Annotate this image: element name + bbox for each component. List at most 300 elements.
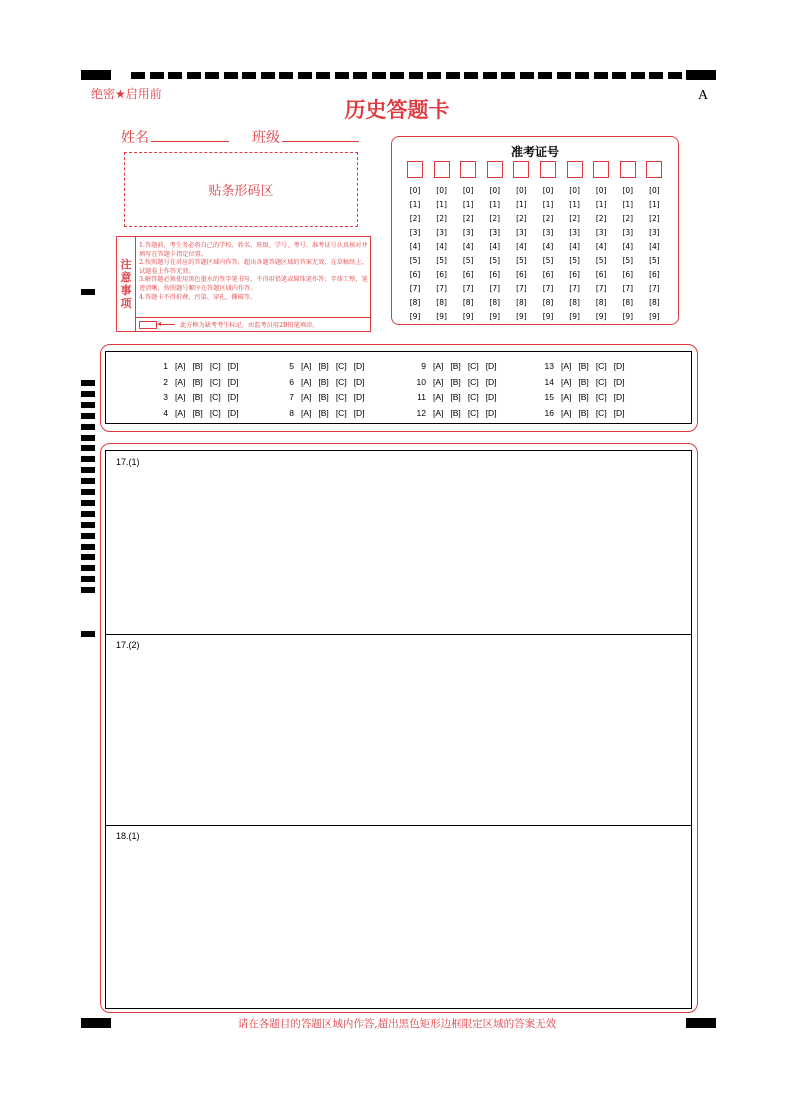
- mc-option-bubble[interactable]: [B]: [192, 407, 203, 418]
- mc-option-bubble[interactable]: [B]: [318, 376, 329, 387]
- exam-id-bubble[interactable]: [1]: [436, 200, 447, 209]
- mc-question-number: 8: [289, 407, 294, 418]
- exam-id-bubble[interactable]: [4]: [462, 242, 474, 251]
- exam-id-bubble[interactable]: [8]: [542, 298, 554, 307]
- mc-option-bubble[interactable]: [A]: [301, 361, 312, 371]
- mc-option-bubble[interactable]: [D]: [613, 376, 625, 387]
- exam-id-bubble[interactable]: [4]: [649, 242, 660, 251]
- mc-option-bubble[interactable]: [A]: [561, 361, 572, 371]
- mc-option-bubble[interactable]: [C]: [467, 392, 479, 402]
- exam-id-digit-box[interactable]: [407, 161, 423, 178]
- mc-question-number: 11: [417, 392, 426, 402]
- class-label: 班级: [252, 130, 280, 146]
- mc-option-bubble[interactable]: [A]: [175, 392, 186, 402]
- exam-id-bubble[interactable]: [2]: [436, 214, 447, 223]
- mc-option-bubble[interactable]: [B]: [578, 407, 589, 418]
- mc-option-bubble[interactable]: [D]: [485, 392, 497, 402]
- exam-id-bubble[interactable]: [7]: [436, 284, 447, 293]
- timing-mark: [631, 72, 645, 79]
- exam-id-bubble[interactable]: [3]: [569, 228, 580, 237]
- mc-option-bubble[interactable]: [D]: [485, 361, 497, 371]
- mc-question: [286, 392, 365, 402]
- notice-heading-char: 项: [120, 297, 132, 310]
- exam-id-bubble[interactable]: [2]: [649, 214, 660, 223]
- exam-id-bubble[interactable]: [0]: [569, 186, 580, 195]
- version-label: A: [698, 88, 709, 103]
- mc-option-bubble[interactable]: [B]: [192, 376, 203, 387]
- exam-id-bubble[interactable]: [0]: [542, 186, 554, 195]
- mc-question-number: 1: [163, 361, 168, 371]
- timing-mark: [81, 533, 95, 539]
- exam-id-bubble[interactable]: [3]: [462, 228, 474, 237]
- mc-option-bubble[interactable]: [D]: [485, 407, 497, 418]
- exam-id-digit-box[interactable]: [646, 161, 662, 178]
- notice-heading-char: 注: [120, 258, 132, 271]
- exam-id-bubble[interactable]: [3]: [489, 228, 501, 237]
- mc-option-bubble[interactable]: [C]: [209, 361, 221, 371]
- mc-option-bubble[interactable]: [B]: [192, 392, 203, 402]
- answer-area[interactable]: [105, 450, 692, 1009]
- timing-mark: [81, 391, 95, 397]
- exam-id-bubble[interactable]: [3]: [595, 228, 607, 237]
- exam-id-bubble[interactable]: [9]: [516, 312, 527, 321]
- timing-mark: [501, 72, 515, 79]
- exam-id-bubble[interactable]: [2]: [489, 214, 501, 223]
- exam-id-digit-column: [404, 184, 426, 324]
- absent-mark-row: [135, 317, 370, 332]
- mc-question: [286, 408, 365, 418]
- mc-question-number: 12: [416, 407, 426, 418]
- timing-mark: [668, 72, 682, 79]
- mc-option-bubble[interactable]: [A]: [175, 361, 186, 371]
- timing-mark: [242, 72, 256, 79]
- timing-mark: [131, 72, 145, 79]
- mc-option-bubble[interactable]: [B]: [578, 361, 589, 371]
- exam-id-bubble[interactable]: [8]: [569, 298, 580, 307]
- exam-id-bubble[interactable]: [5]: [409, 256, 421, 265]
- barcode-area-label: 贴条形码区: [208, 184, 274, 199]
- exam-id-bubble[interactable]: [8]: [462, 298, 474, 307]
- exam-id-bubble[interactable]: [9]: [462, 312, 474, 321]
- timing-mark: [81, 435, 95, 441]
- mc-question: [540, 377, 625, 387]
- timing-mark: [81, 489, 95, 495]
- mc-option-bubble[interactable]: [D]: [353, 361, 365, 371]
- exam-id-bubble[interactable]: [1]: [542, 200, 554, 209]
- mc-question-number: 3: [163, 392, 168, 402]
- exam-id-bubble[interactable]: [6]: [542, 270, 554, 279]
- exam-id-bubble[interactable]: [5]: [489, 256, 501, 265]
- mc-option-bubble[interactable]: [C]: [595, 407, 607, 418]
- timing-mark: [446, 72, 460, 79]
- exam-id-bubble[interactable]: [5]: [595, 256, 607, 265]
- exam-id-bubble[interactable]: [0]: [489, 186, 501, 195]
- exam-id-bubble[interactable]: [2]: [409, 214, 421, 223]
- mc-question-number: 13: [544, 361, 554, 371]
- exam-id-bubble[interactable]: [9]: [489, 312, 501, 321]
- mc-question: [160, 408, 239, 418]
- notice-item: 2.按照题号在对应的答题区域内作答，超出各题答题区域的答案无效，在草稿纸上、试题卷上作答无效。: [139, 259, 368, 275]
- mc-option-bubble[interactable]: [A]: [561, 376, 572, 387]
- exam-id-bubble[interactable]: [5]: [462, 256, 474, 265]
- timing-mark: [372, 72, 386, 79]
- mc-option-bubble[interactable]: [C]: [467, 407, 479, 418]
- exam-id-bubble[interactable]: [0]: [516, 186, 527, 195]
- exam-id-bubble[interactable]: [3]: [622, 228, 634, 237]
- mc-option-bubble[interactable]: [C]: [595, 376, 607, 387]
- mc-option-bubble[interactable]: [A]: [433, 361, 444, 371]
- timing-mark: [81, 522, 95, 528]
- exam-id-bubble[interactable]: [5]: [516, 256, 527, 265]
- timing-mark: [390, 72, 404, 79]
- timing-mark: [557, 72, 571, 79]
- notice-heading-char: 意: [120, 271, 132, 284]
- exam-id-bubble[interactable]: [2]: [595, 214, 607, 223]
- exam-id-bubble[interactable]: [5]: [436, 256, 447, 265]
- exam-id-digit-column: [643, 184, 665, 324]
- exam-id-bubble[interactable]: [1]: [462, 200, 474, 209]
- name-label: 姓名: [121, 130, 149, 146]
- secret-label: 绝密★启用前: [91, 87, 162, 101]
- exam-id-bubble[interactable]: [6]: [409, 270, 421, 279]
- corner-marker-bottom-left: [81, 1018, 111, 1028]
- exam-id-bubble[interactable]: [8]: [436, 298, 447, 307]
- exam-id-bubble[interactable]: [4]: [516, 242, 527, 251]
- mc-option-bubble[interactable]: [D]: [613, 392, 625, 402]
- mc-option-bubble[interactable]: [C]: [595, 392, 607, 402]
- timing-mark: [649, 72, 663, 79]
- timing-mark: [81, 500, 95, 506]
- mc-option-bubble[interactable]: [B]: [578, 392, 589, 402]
- timing-mark: [187, 72, 201, 79]
- exam-id-bubble[interactable]: [7]: [595, 284, 607, 293]
- mc-question: [540, 392, 625, 402]
- exam-id-digit-box[interactable]: [487, 161, 503, 178]
- exam-id-digit-box[interactable]: [540, 161, 556, 178]
- mc-option-bubble[interactable]: [A]: [561, 392, 572, 402]
- mc-question: [412, 377, 497, 387]
- exam-id-bubble[interactable]: [3]: [436, 228, 447, 237]
- exam-id-bubble[interactable]: [4]: [409, 242, 421, 251]
- timing-mark: [538, 72, 552, 79]
- mc-option-bubble[interactable]: [D]: [353, 376, 365, 387]
- corner-marker-top-left: [81, 70, 111, 80]
- mc-option-bubble[interactable]: [C]: [335, 407, 347, 418]
- mc-option-bubble[interactable]: [A]: [433, 376, 444, 387]
- mc-option-bubble[interactable]: [D]: [485, 376, 497, 387]
- exam-id-bubble[interactable]: [6]: [489, 270, 501, 279]
- exam-id-bubble[interactable]: [7]: [649, 284, 660, 293]
- timing-mark: [316, 72, 330, 79]
- mc-option-bubble[interactable]: [B]: [450, 407, 461, 418]
- mc-option-bubble[interactable]: [A]: [301, 407, 312, 418]
- exam-id-bubble[interactable]: [9]: [622, 312, 634, 321]
- mc-option-bubble[interactable]: [D]: [613, 407, 625, 418]
- exam-id-bubble[interactable]: [8]: [595, 298, 607, 307]
- exam-id-digit-column: [564, 184, 586, 324]
- mc-option-bubble[interactable]: [B]: [318, 407, 329, 418]
- exam-id-bubble[interactable]: [4]: [622, 242, 634, 251]
- exam-id-digit-box[interactable]: [567, 161, 583, 178]
- exam-id-digit-box[interactable]: [620, 161, 636, 178]
- mc-option-bubble[interactable]: [D]: [353, 392, 365, 402]
- mc-question-number: 15: [544, 392, 554, 402]
- notice-heading-char: 事: [120, 284, 132, 297]
- exam-id-bubble[interactable]: [3]: [516, 228, 527, 237]
- mc-option-bubble[interactable]: [B]: [192, 361, 203, 371]
- timing-mark: [81, 467, 95, 473]
- exam-id-bubble[interactable]: [0]: [649, 186, 660, 195]
- mc-option-bubble[interactable]: [B]: [450, 376, 461, 387]
- exam-id-bubble[interactable]: [6]: [569, 270, 580, 279]
- exam-id-bubble[interactable]: [5]: [542, 256, 554, 265]
- exam-id-bubble[interactable]: [7]: [542, 284, 554, 293]
- exam-id-digit-box[interactable]: [593, 161, 609, 178]
- exam-id-bubble[interactable]: [7]: [409, 284, 421, 293]
- exam-id-bubble[interactable]: [1]: [595, 200, 607, 209]
- exam-id-bubble[interactable]: [8]: [516, 298, 527, 307]
- mc-option-bubble[interactable]: [A]: [175, 376, 186, 387]
- mc-option-bubble[interactable]: [C]: [335, 392, 347, 402]
- timing-mark: [81, 565, 95, 571]
- exam-id-bubble[interactable]: [1]: [409, 200, 421, 209]
- exam-id-digit-column: [590, 184, 612, 324]
- timing-mark: [81, 631, 95, 637]
- timing-mark: [150, 72, 164, 79]
- exam-id-digit-box[interactable]: [513, 161, 529, 178]
- mc-question: [412, 361, 497, 371]
- exam-id-bubble[interactable]: [4]: [489, 242, 501, 251]
- exam-id-bubble[interactable]: [5]: [649, 256, 660, 265]
- exam-id-bubble[interactable]: [0]: [436, 186, 447, 195]
- page-title: 历史答题卡: [344, 98, 450, 122]
- notice-box: [116, 236, 371, 332]
- timing-mark: [81, 576, 95, 582]
- mc-question: [412, 408, 497, 418]
- corner-marker-bottom-right: [686, 1018, 716, 1028]
- exam-id-bubble[interactable]: [4]: [569, 242, 580, 251]
- exam-id-bubble[interactable]: [8]: [622, 298, 634, 307]
- exam-id-bubble[interactable]: [2]: [622, 214, 634, 223]
- class-field[interactable]: [282, 141, 359, 142]
- exam-id-bubble[interactable]: [9]: [542, 312, 554, 321]
- mc-option-bubble[interactable]: [B]: [450, 392, 461, 402]
- answer-section-label: 17.(2): [116, 640, 140, 650]
- footer-note: 请在各题目的答题区域内作答,超出黑色矩形边框限定区域的答案无效: [237, 1018, 557, 1030]
- mc-question-number: 10: [416, 376, 426, 387]
- answer-section-label: 17.(1): [116, 457, 140, 467]
- mc-option-bubble[interactable]: [A]: [433, 407, 444, 418]
- exam-id-bubble[interactable]: [8]: [489, 298, 501, 307]
- exam-id-digit-column: [537, 184, 559, 324]
- timing-mark: [353, 72, 367, 79]
- mc-question-number: 5: [289, 361, 294, 371]
- mc-option-bubble[interactable]: [A]: [561, 407, 572, 418]
- exam-id-bubble[interactable]: [1]: [622, 200, 634, 209]
- exam-id-bubble[interactable]: [0]: [409, 186, 421, 195]
- timing-mark: [81, 380, 95, 386]
- timing-mark: [81, 587, 95, 593]
- exam-id-digit-box[interactable]: [434, 161, 450, 178]
- exam-id-bubble[interactable]: [0]: [622, 186, 634, 195]
- mc-option-bubble[interactable]: [B]: [450, 361, 461, 371]
- timing-mark: [261, 72, 275, 79]
- timing-mark: [409, 72, 423, 79]
- exam-id-digit-column: [457, 184, 479, 324]
- mc-question-number: 4: [163, 407, 168, 418]
- mc-question: [160, 377, 239, 387]
- mc-option-bubble[interactable]: [A]: [301, 392, 312, 402]
- timing-mark: [464, 72, 478, 79]
- timing-mark: [612, 72, 626, 79]
- mc-question-number: 14: [544, 376, 554, 387]
- mc-option-bubble[interactable]: [C]: [209, 392, 221, 402]
- exam-id-bubble[interactable]: [4]: [595, 242, 607, 251]
- mc-option-bubble[interactable]: [C]: [467, 361, 479, 371]
- exam-id-bubble[interactable]: [6]: [595, 270, 607, 279]
- notice-item: 3.解答题必须使用黑色墨水的签字笔书写，不得用铅笔或圆珠笔作答；字体工整、笔迹清晰，按照题号顺序在答题区域内作答。: [139, 276, 368, 292]
- exam-id-bubble[interactable]: [3]: [649, 228, 660, 237]
- section-divider: [105, 634, 692, 635]
- absent-mark-note: 此方框为缺考考生标记，由监考员用2B铅笔填涂。: [180, 322, 319, 329]
- mc-option-bubble[interactable]: [C]: [335, 361, 347, 371]
- exam-id-panel: [391, 136, 679, 325]
- mc-question: [286, 377, 365, 387]
- exam-id-bubble[interactable]: [9]: [595, 312, 607, 321]
- timing-mark: [427, 72, 441, 79]
- absent-mark-box[interactable]: [139, 321, 157, 329]
- mc-question: [540, 408, 625, 418]
- timing-mark: [81, 478, 95, 484]
- exam-id-digit-column: [510, 184, 532, 324]
- barcode-area: [124, 152, 358, 227]
- timing-mark: [335, 72, 349, 79]
- mc-option-bubble[interactable]: [C]: [209, 376, 221, 387]
- answer-section-label: 18.(1): [116, 831, 140, 841]
- mc-question-number: 6: [289, 376, 294, 387]
- exam-id-bubble[interactable]: [6]: [436, 270, 447, 279]
- mc-question: [286, 361, 365, 371]
- notice-items: [139, 242, 369, 302]
- exam-id-bubble[interactable]: [5]: [622, 256, 634, 265]
- mc-option-bubble[interactable]: [A]: [175, 407, 186, 418]
- exam-id-bubble[interactable]: [1]: [489, 200, 501, 209]
- exam-id-digit-column: [484, 184, 506, 324]
- exam-id-digit-column: [431, 184, 453, 324]
- exam-id-bubble[interactable]: [6]: [462, 270, 474, 279]
- exam-id-bubble[interactable]: [0]: [462, 186, 474, 195]
- exam-id-bubble[interactable]: [0]: [595, 186, 607, 195]
- mc-option-bubble[interactable]: [D]: [227, 361, 239, 371]
- mc-option-bubble[interactable]: [A]: [301, 376, 312, 387]
- exam-id-bubble[interactable]: [1]: [649, 200, 660, 209]
- exam-id-bubble[interactable]: [9]: [649, 312, 660, 321]
- timing-mark: [81, 445, 95, 451]
- timing-mark: [224, 72, 238, 79]
- exam-id-bubble[interactable]: [5]: [569, 256, 580, 265]
- timing-mark: [483, 72, 497, 79]
- exam-id-bubble[interactable]: [1]: [516, 200, 527, 209]
- mc-option-bubble[interactable]: [B]: [318, 361, 329, 371]
- exam-id-bubble[interactable]: [4]: [542, 242, 554, 251]
- exam-id-bubble[interactable]: [8]: [649, 298, 660, 307]
- mc-option-bubble[interactable]: [B]: [578, 376, 589, 387]
- timing-mark: [520, 72, 534, 79]
- mc-question: [160, 392, 239, 402]
- timing-mark: [298, 72, 312, 79]
- mc-question-number: 16: [544, 407, 554, 418]
- exam-id-bubble[interactable]: [2]: [462, 214, 474, 223]
- mc-option-bubble[interactable]: [D]: [227, 407, 239, 418]
- exam-id-digit-box[interactable]: [460, 161, 476, 178]
- mc-option-bubble[interactable]: [C]: [209, 407, 221, 418]
- timing-mark: [81, 554, 95, 560]
- mc-question: [160, 361, 239, 371]
- timing-mark: [81, 413, 95, 419]
- mc-option-bubble[interactable]: [D]: [613, 361, 625, 371]
- exam-id-digit-column: [617, 184, 639, 324]
- exam-id-bubble[interactable]: [9]: [409, 312, 421, 321]
- timing-mark: [81, 289, 95, 295]
- notice-item: 1.答题前，考生务必将自己的学校、姓名、班级、学号、考号、准考证号认真核对并填写在答题卡指定位置。: [139, 242, 368, 258]
- timing-mark: [81, 402, 95, 408]
- notice-heading: [117, 237, 136, 331]
- timing-mark: [81, 511, 95, 517]
- exam-id-bubble[interactable]: [9]: [569, 312, 580, 321]
- exam-id-bubble[interactable]: [2]: [516, 214, 527, 223]
- exam-id-bubble[interactable]: [4]: [436, 242, 447, 251]
- timing-mark: [81, 544, 95, 550]
- mc-option-bubble[interactable]: [D]: [227, 392, 239, 402]
- name-field[interactable]: [151, 141, 229, 142]
- exam-id-bubble[interactable]: [7]: [489, 284, 501, 293]
- mc-question: [412, 392, 497, 402]
- exam-id-bubble[interactable]: [7]: [622, 284, 634, 293]
- exam-id-bubble[interactable]: [9]: [436, 312, 447, 321]
- exam-id-bubble[interactable]: [6]: [649, 270, 660, 279]
- exam-id-bubble[interactable]: [6]: [516, 270, 527, 279]
- mc-option-bubble[interactable]: [D]: [353, 407, 365, 418]
- exam-id-bubble[interactable]: [7]: [569, 284, 580, 293]
- mc-option-bubble[interactable]: [C]: [467, 376, 479, 387]
- mc-option-bubble[interactable]: [B]: [318, 392, 329, 402]
- arrow-left-icon: [159, 324, 175, 325]
- exam-id-bubble[interactable]: [3]: [409, 228, 421, 237]
- exam-id-bubble[interactable]: [1]: [569, 200, 580, 209]
- mc-option-bubble[interactable]: [C]: [595, 361, 607, 371]
- mc-option-bubble[interactable]: [C]: [335, 376, 347, 387]
- mc-question-number: 9: [421, 361, 426, 371]
- mc-option-bubble[interactable]: [D]: [227, 376, 239, 387]
- mc-question: [540, 361, 625, 371]
- timing-mark: [81, 456, 95, 462]
- exam-id-title: 准考证号: [510, 145, 559, 159]
- exam-id-bubble[interactable]: [8]: [409, 298, 421, 307]
- section-divider: [105, 825, 692, 826]
- mc-question-number: 2: [163, 376, 168, 387]
- notice-item: 4.答题卡不得折叠、污染、穿孔、撕破等。: [139, 293, 257, 301]
- exam-id-bubble[interactable]: [7]: [516, 284, 527, 293]
- mc-option-bubble[interactable]: [A]: [433, 392, 444, 402]
- timing-mark: [279, 72, 293, 79]
- exam-id-bubble[interactable]: [3]: [542, 228, 554, 237]
- exam-id-bubble[interactable]: [7]: [462, 284, 474, 293]
- exam-id-bubble[interactable]: [2]: [542, 214, 554, 223]
- exam-id-bubble[interactable]: [6]: [622, 270, 634, 279]
- mc-question-number: 7: [289, 392, 294, 402]
- exam-id-bubble[interactable]: [2]: [569, 214, 580, 223]
- timing-mark: [594, 72, 608, 79]
